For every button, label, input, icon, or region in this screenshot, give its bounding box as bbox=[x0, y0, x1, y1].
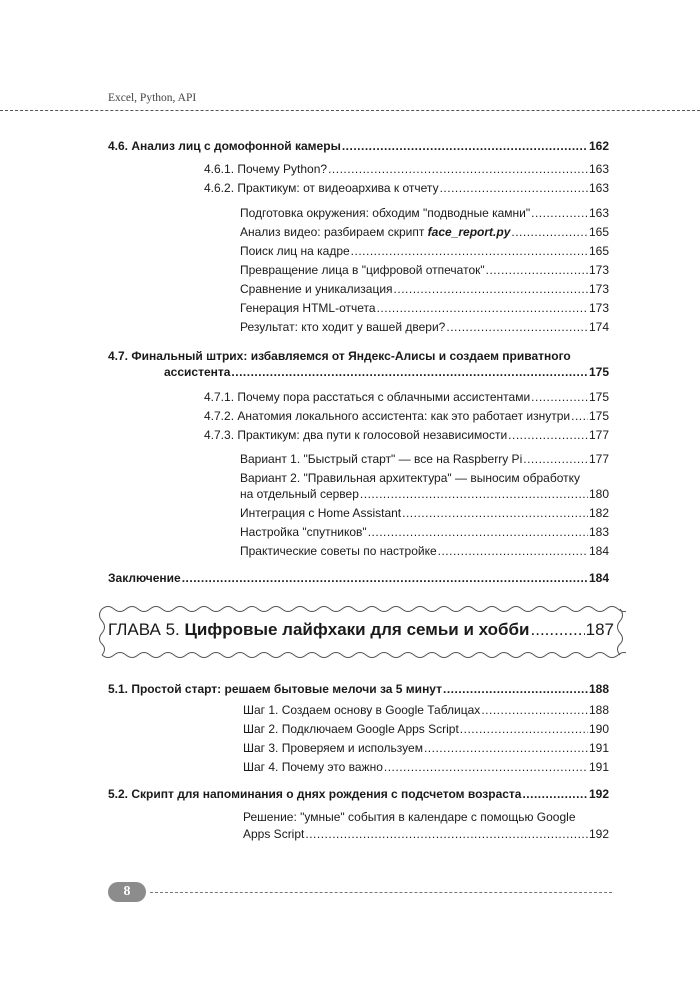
dot-leader bbox=[511, 224, 588, 240]
dot-leader bbox=[508, 427, 588, 443]
running-head: Excel, Python, API bbox=[108, 92, 197, 104]
dot-leader bbox=[446, 319, 588, 335]
toc-entry-page: 188 bbox=[588, 703, 609, 717]
dot-leader bbox=[424, 740, 588, 756]
dot-leader bbox=[231, 364, 588, 380]
toc-entry-sub[interactable] bbox=[243, 759, 609, 775]
toc-entry-4-7-2[interactable] bbox=[204, 408, 609, 424]
dot-leader bbox=[305, 826, 588, 842]
page-number-badge: 8 bbox=[108, 882, 146, 902]
script-filename: face_report.py bbox=[427, 225, 511, 239]
dot-leader bbox=[342, 138, 588, 154]
toc-entry-4-7-1[interactable] bbox=[204, 389, 609, 405]
toc-entry-title: 4.6.2. Практикум: от видеоархива к отчету bbox=[204, 181, 439, 195]
toc-entry-title: Превращение лица в "цифровой отпечаток" bbox=[240, 263, 485, 277]
toc-entry-title: Подготовка окружения: обходим "подводные камни" bbox=[240, 206, 531, 220]
toc-entry-page: 163 bbox=[588, 162, 609, 176]
chapter-label: ГЛАВА 5. bbox=[108, 620, 180, 639]
footer-divider bbox=[150, 892, 612, 893]
toc-entry-page: 173 bbox=[588, 282, 609, 296]
toc-entry-4-6[interactable] bbox=[108, 138, 609, 154]
toc-entry-4-7[interactable] bbox=[164, 364, 609, 380]
toc-entry-page: 182 bbox=[588, 506, 609, 520]
header-divider bbox=[0, 110, 700, 111]
dot-leader bbox=[440, 180, 588, 196]
dot-leader bbox=[443, 681, 588, 697]
toc-entry-page: 177 bbox=[588, 428, 609, 442]
dot-leader bbox=[523, 451, 588, 467]
chapter-page: 187 bbox=[585, 620, 614, 639]
toc-entry-page: 163 bbox=[588, 206, 609, 220]
toc-entry-page: 175 bbox=[588, 365, 609, 379]
toc-entry-sub[interactable] bbox=[240, 524, 609, 540]
toc-entry-sub[interactable] bbox=[243, 826, 609, 842]
toc-entry-title: 5.2. Скрипт для напоминания о днях рождения с подсчетом возраста bbox=[108, 787, 522, 801]
toc-entry-sub[interactable] bbox=[240, 486, 609, 502]
toc-entry-page: 183 bbox=[588, 525, 609, 539]
toc-entry-page: 191 bbox=[588, 760, 609, 774]
dot-leader bbox=[360, 486, 588, 502]
dot-leader bbox=[368, 524, 588, 540]
toc-entry-page: 192 bbox=[588, 827, 609, 841]
dot-leader bbox=[328, 161, 588, 177]
toc-entry-title: Интеграция с Home Assistant bbox=[240, 506, 402, 520]
dot-leader bbox=[531, 389, 588, 405]
toc-entry-page: 191 bbox=[588, 741, 609, 755]
dot-leader bbox=[460, 721, 588, 737]
dot-leader bbox=[531, 205, 588, 221]
toc-entry-title: 4.6. Анализ лиц с домофонной камеры bbox=[108, 139, 341, 153]
dot-leader bbox=[394, 281, 588, 297]
toc-entry-sub[interactable] bbox=[243, 721, 609, 737]
dot-leader bbox=[571, 408, 588, 424]
toc-entry-page: 188 bbox=[588, 682, 609, 696]
toc-entry-sub[interactable] bbox=[240, 505, 609, 521]
toc-entry-5-1[interactable] bbox=[108, 681, 609, 697]
toc-entry-sub[interactable] bbox=[240, 243, 609, 259]
toc-entry-title: ассистента bbox=[164, 365, 231, 379]
chapter-entry bbox=[108, 620, 614, 640]
toc-entry-sub[interactable] bbox=[240, 262, 609, 278]
toc-entry-page: 174 bbox=[588, 320, 609, 334]
toc-entry-sub[interactable] bbox=[240, 300, 609, 316]
toc-entry-page: 175 bbox=[588, 390, 609, 404]
toc-entry-sub[interactable] bbox=[240, 451, 609, 467]
dot-leader bbox=[531, 620, 585, 640]
toc-entry-page: 192 bbox=[588, 787, 609, 801]
toc-entry-page: 165 bbox=[588, 225, 609, 239]
dot-leader bbox=[377, 300, 588, 316]
toc-entry-page: 175 bbox=[588, 409, 609, 423]
dot-leader bbox=[522, 786, 588, 802]
toc-entry-title: 4.7.3. Практикум: два пути к голосовой независимости bbox=[204, 428, 508, 442]
dot-leader bbox=[486, 262, 588, 278]
toc-entry-title: 4.7.2. Анатомия локального ассистента: как это работает изнутри bbox=[204, 409, 571, 423]
toc-entry-title: Apps Script bbox=[243, 827, 305, 841]
toc-entry-page: 184 bbox=[588, 544, 609, 558]
toc-entry-conclusion[interactable] bbox=[108, 570, 609, 586]
toc-entry-page: 190 bbox=[588, 722, 609, 736]
toc-entry-title bbox=[240, 224, 510, 240]
toc-entry-title: Поиск лиц на кадре bbox=[240, 244, 350, 258]
toc-entry-4-6-1[interactable] bbox=[204, 161, 609, 177]
toc-entry-page: 173 bbox=[588, 263, 609, 277]
dot-leader bbox=[481, 702, 588, 718]
toc-entry-title: 4.7.1. Почему пора расстаться с облачными ассистентами bbox=[204, 390, 531, 404]
toc-entry-title: Заключение bbox=[108, 571, 181, 585]
toc-entry-4-7-line1[interactable]: 4.7. Финальный штрих: избавляемся от Яндекс-Алисы и создаем приватного bbox=[108, 349, 571, 363]
toc-entry-page: 184 bbox=[588, 571, 609, 585]
dot-leader bbox=[402, 505, 588, 521]
toc-entry-title: Результат: кто ходит у вашей двери? bbox=[240, 320, 446, 334]
toc-entry-sub[interactable] bbox=[240, 319, 609, 335]
toc-entry-sub[interactable] bbox=[240, 224, 609, 240]
toc-entry-page: 173 bbox=[588, 301, 609, 315]
toc-entry-page: 162 bbox=[588, 139, 609, 153]
title-prefix: Анализ видео: разбираем скрипт bbox=[240, 225, 428, 239]
chapter-title: Цифровые лайфхаки для семьи и хобби bbox=[184, 620, 530, 639]
toc-entry-title: Генерация HTML-отчета bbox=[240, 301, 376, 315]
toc-entry-sub[interactable] bbox=[240, 543, 609, 559]
toc-entry-title: 5.1. Простой старт: решаем бытовые мелочи за 5 минут bbox=[108, 682, 443, 696]
toc-entry-title: Шаг 4. Почему это важно bbox=[243, 760, 383, 774]
toc-entry-sub[interactable] bbox=[240, 281, 609, 297]
toc-entry-title: на отдельный сервер bbox=[240, 487, 359, 501]
dot-leader bbox=[351, 243, 588, 259]
toc-entry-sub[interactable] bbox=[240, 205, 609, 221]
dot-leader bbox=[384, 759, 588, 775]
toc-entry-title: Шаг 1. Создаем основу в Google Таблицах bbox=[243, 703, 481, 717]
toc-entry-title: Шаг 2. Подключаем Google Apps Script bbox=[243, 722, 459, 736]
toc-entry-sub-line1[interactable]: Вариант 2. "Правильная архитектура" — выносим обработку bbox=[240, 471, 580, 485]
toc-entry-sub-line1[interactable]: Решение: "умные" события в календаре с помощью Google bbox=[243, 810, 576, 824]
toc-entry-title: Практические советы по настройке bbox=[240, 544, 437, 558]
dot-leader bbox=[182, 570, 588, 586]
toc-entry-page: 177 bbox=[588, 452, 609, 466]
toc-entry-page: 165 bbox=[588, 244, 609, 258]
toc-entry-sub[interactable] bbox=[243, 702, 609, 718]
toc-entry-title: Вариант 1. "Быстрый старт" — все на Raspberry Pi bbox=[240, 452, 523, 466]
toc-entry-sub[interactable] bbox=[243, 740, 609, 756]
toc-entry-page: 180 bbox=[588, 487, 609, 501]
toc-entry-title: Шаг 3. Проверяем и используем bbox=[243, 741, 423, 755]
chapter-heading-box[interactable] bbox=[96, 603, 626, 661]
toc-entry-page: 163 bbox=[588, 181, 609, 195]
toc-entry-title: Настройка "спутников" bbox=[240, 525, 367, 539]
toc-entry-5-2[interactable] bbox=[108, 786, 609, 802]
toc-entry-title: Сравнение и уникализация bbox=[240, 282, 393, 296]
toc-entry-4-7-3[interactable] bbox=[204, 427, 609, 443]
toc-entry-4-6-2[interactable] bbox=[204, 180, 609, 196]
dot-leader bbox=[438, 543, 588, 559]
toc-entry-title: 4.6.1. Почему Python? bbox=[204, 162, 328, 176]
